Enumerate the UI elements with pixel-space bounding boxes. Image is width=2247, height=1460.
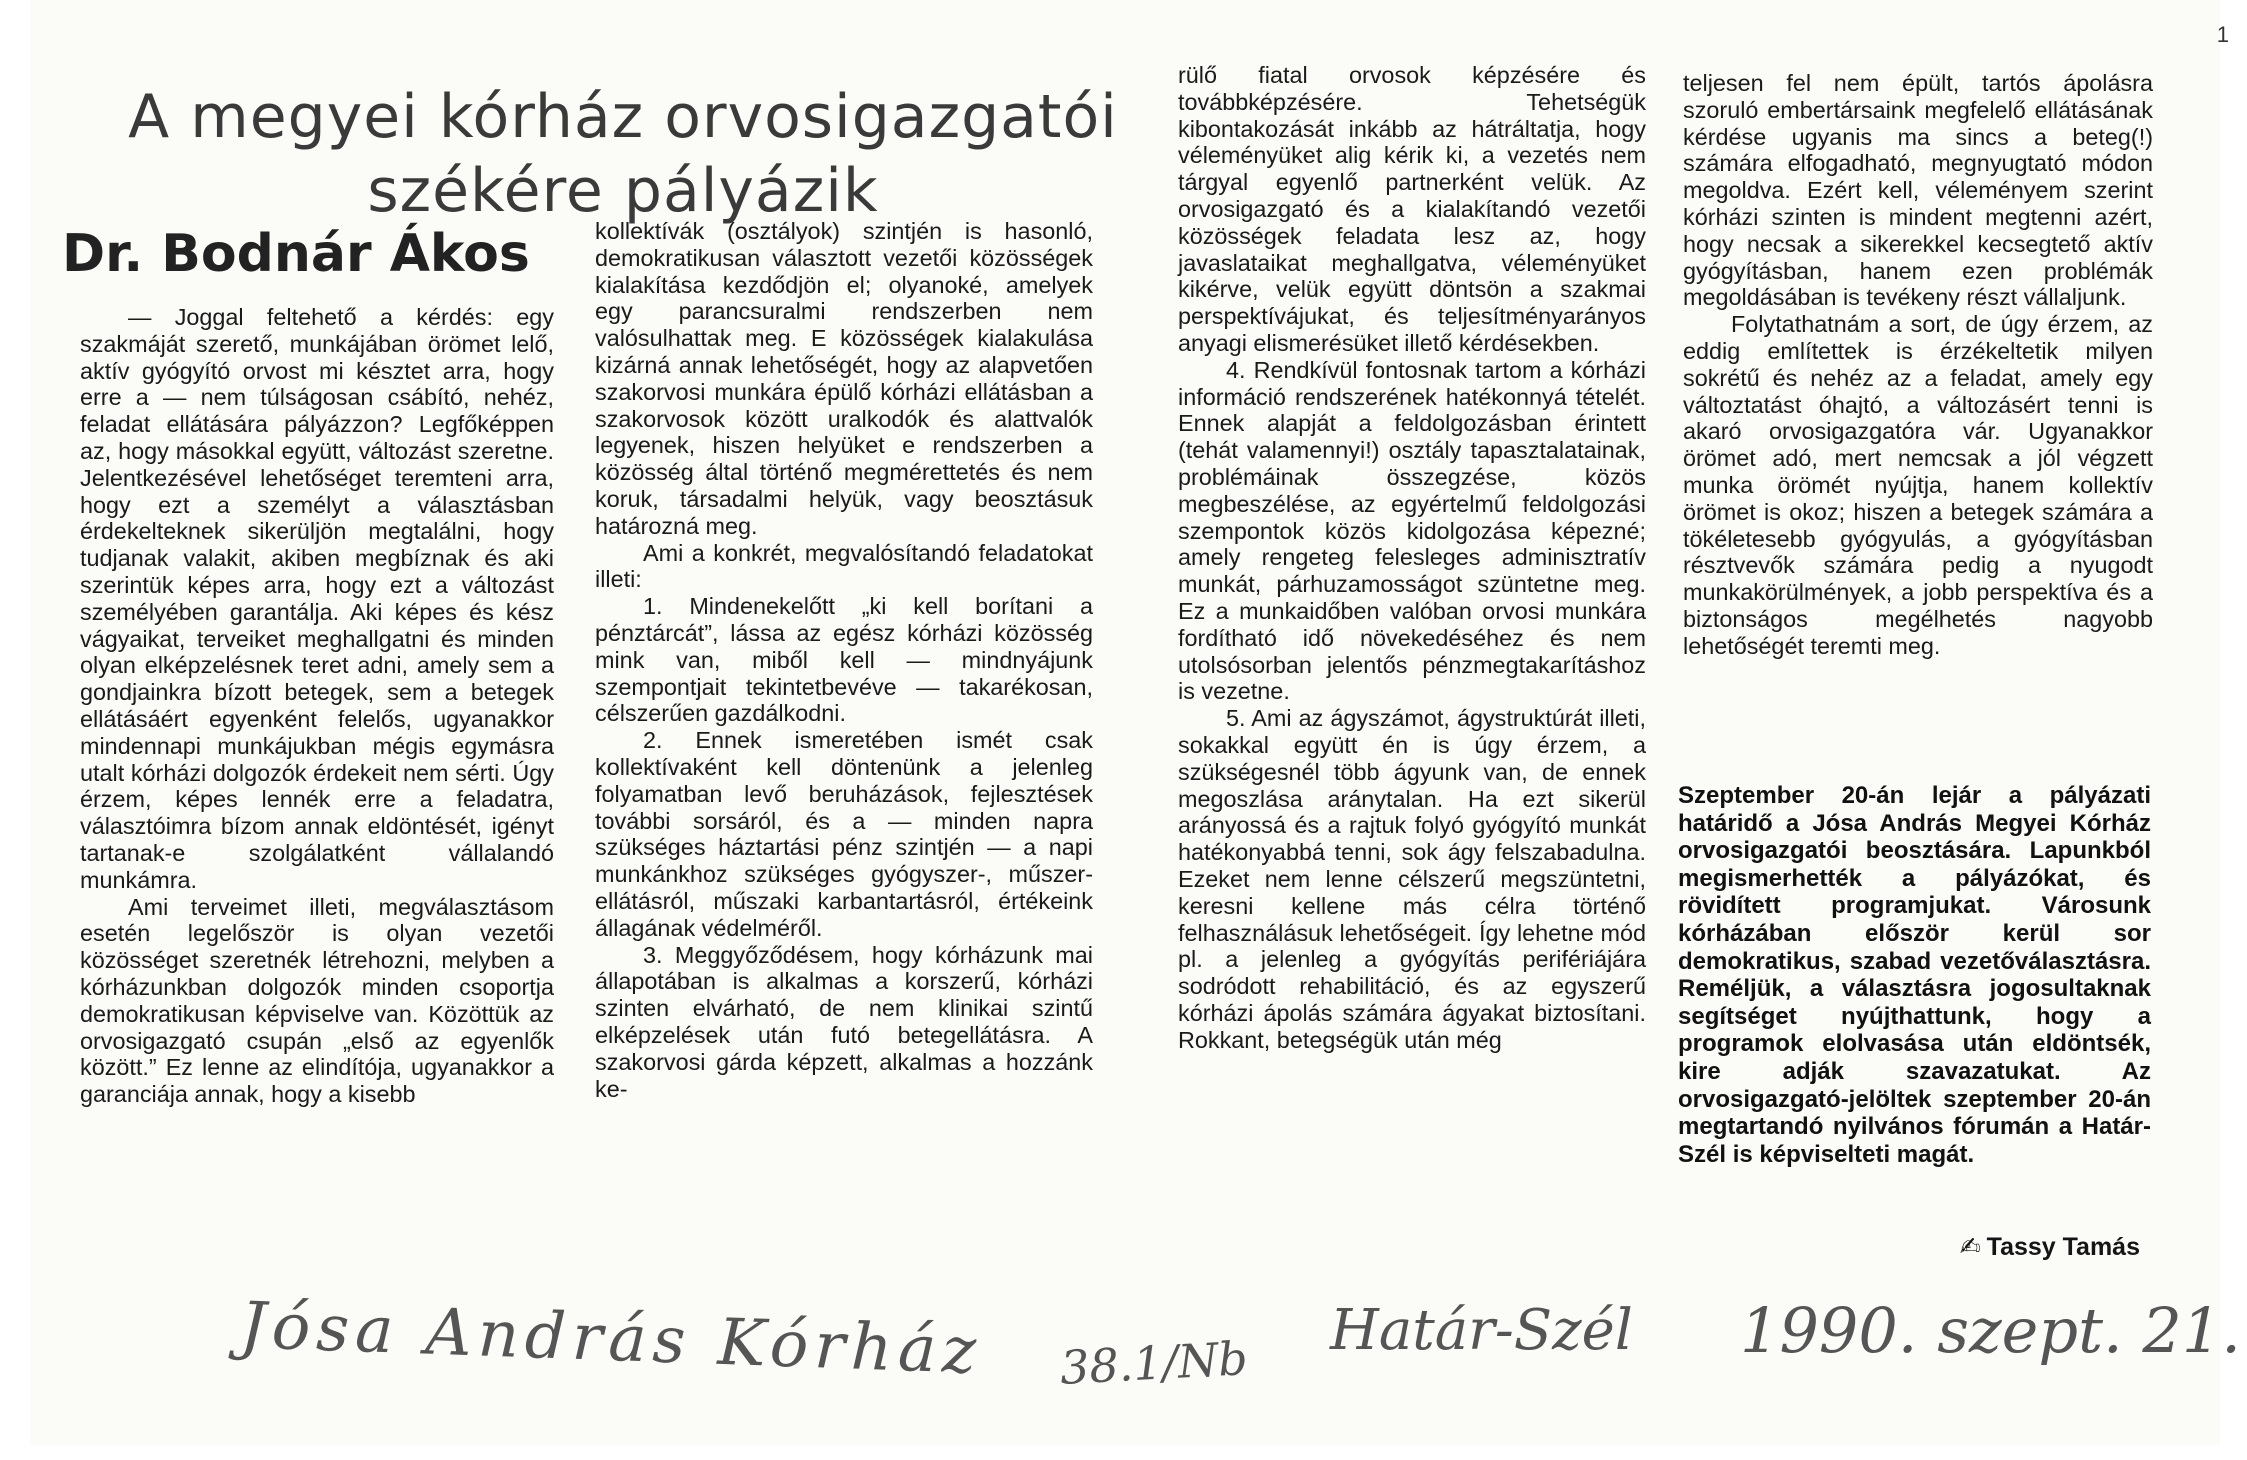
handwritten-code: 38.1/Nb	[1058, 1331, 1249, 1395]
paragraph: 4. Rendkívül fontosnak tartom a kórházi információ rendszerének hatékonnyá tételét. Ennek alapját a feldolgozásban érintett (tehát valamennyi!) osztály tapasztalatainak, problémáinak összegzése, közös megbeszélése, az egyértelmű feldolgozási szempontok közös kidolgozása képezné; amely rengeteg felesleges adminisztratív munkát, párhuzamosságot szüntetne meg. Ez a munkaidőben valóban orvosi munkára fordítható idő növekedéséhez és nem utolsósorban jelentős pénzmegtakarításhoz is vezetne.	[1178, 356, 1646, 705]
author-signature	[1880, 1232, 2140, 1262]
paragraph: kollektívák (osztályok) szintjén is hasonló, demokratikusan választott vezetői közösségek kialakítása kezdődjön el; olyanoké, amelyek egy parancsuralmi rendszerben nem valósulhattak meg. E közösségek kialakulása kizárná annak lehetőségét, hogy az alapvetően szakorvosi munkára épülő kórházi ellátásban a szakorvosok között uralkodók és alattvalók legyenek, hiszen helyüket e rendszerben a közösség által történő megmérettetés és nem koruk, társadalmi helyük, vagy beosztásuk határozná meg.	[595, 218, 1093, 539]
paragraph: 3. Meggyőződésem, hogy kórházunk mai állapotában is alkalmas a korszerű, kórházi szinten elvárható, de nem klinikai szintű elképzelések után futó betegellátásra. A szakorvosi gárda képzett, alkalmas a hozzánk ke-	[595, 941, 1093, 1102]
pen-icon: ✍	[1959, 1233, 1981, 1261]
editor-note-text: Szeptember 20-án lejár a pályázati határidő a Jósa András Megyei Kórház orvosigazgatói beosztására. Lapunkból megismerhették a pályázókat, és rövidített programjukat. Városunk kórházában először kerül sor demokratikus, szabad vezetőválasztásra. Reméljük, a választásra jogosultaknak segítséget nyújthattunk, hogy a programok elolvasása után eldöntsék, kire adják szavazatukat. Az orvosigazgató-jelöltek szeptember 20-án megtartandó nyilvános fórumán a Határ-Szél is képviselteti magát.	[1678, 782, 2151, 1168]
author-name: Tassy Tamás	[1986, 1233, 2140, 1261]
handwritten-paper: Határ-Szél	[1330, 1298, 1633, 1363]
article-byline: Dr. Bodnár Ákos	[62, 224, 530, 284]
article-title: A megyei kórház orvosigazgatói székére pályázik	[128, 82, 1118, 227]
paragraph: 1. Mindenekelőtt „ki kell borítani a pénztárcát”, lássa az egész kórházi közösség mink van, miből kell — mindnyájunk szempontjait tekintetbevéve — takarékosan, célszerűen gazdálkodni.	[595, 593, 1093, 727]
article-column-2	[595, 218, 1093, 1102]
article-column-3	[1178, 62, 1646, 1053]
paragraph: teljesen fel nem épült, tartós ápolásra szoruló embertársaink megfelelő ellátásának kérdése ugyanis ma sincs a beteg(!) számára elfogadható, megnyugtató módon megoldva. Ezért kell, véleményem szerint kórházi szinten is mindent megtenni azért, hogy necsak a sikerekkel kecsegtető aktív gyógyításban, hanem ezen problémák megoldásában is tevékeny részt vállaljunk.	[1683, 70, 2153, 311]
handwritten-hospital: Jósa András Kórház	[238, 1289, 984, 1389]
corner-mark: 1	[2216, 22, 2229, 47]
paragraph: 2. Ennek ismeretében ismét csak kollektívaként kell döntenünk a jelenleg folyamatban levő beruházások, fejlesztések további sorsáról, és a — minden napra szükséges háztartási pénz szintjén — a napi munkánkhoz szükséges gyógyszer-, műszer-ellátásról, műszaki karbantartásról, értékeink állagának védelméről.	[595, 727, 1093, 941]
paragraph: Folytathatnám a sort, de úgy érzem, az eddig említettek is érzékeltetik milyen sokrétű és nehéz az a feladat, amely egy változtatást óhajtó, a változásért tenni is akaró orvosigazgatóra vár. Ugyanakkor örömet adó, mert nemcsak a jól végzett munka örömét nyújtja, hanem kollektív örömet is okoz; hiszen a betegek számára a tökéletesebb gyógyulás, a gyógyításban résztvevők számára pedig a nyugodt munkakörülmények, a jobb perspektíva és a biztonságos megélhetés nagyobb lehetőségét teremti meg.	[1683, 311, 2153, 659]
paragraph: Ami a konkrét, megvalósítandó feladatokat illeti:	[595, 539, 1093, 593]
paragraph: — Joggal feltehető a kérdés: egy szakmáját szerető, munkájában örömet lelő, aktív gyógyító orvost mi késztet arra, hogy erre a — nem túlságosan csábító, nehéz, feladat ellátására pályázzon? Legfőképpen az, hogy másokkal együtt, változást szeretne. Jelentkezésével lehetőséget teremteni arra, hogy ezt a személyt a választásban érdekelteknek sikerüljön megtalálni, hogy tudjanak valakit, akiben megbíznak és aki szerintük képes arra, hogy ezt a változást személyében garantálja. Aki képes és kész vágyaikat, terveiket meghallgatni és minden olyan elképzelésnek teret adni, amely sem a gondjainkra bízott betegek, sem a betegek ellátásáért egyenként felelős, ugyanakkor mindennapi munkájukban mégis egymásra utalt kórházi dolgozók érdekeit nem sérti. Úgy érzem, képes lennék erre a feladatra, választóimra bízom annak eldöntését, igényt tartanak-e szolgálatként vállalandó munkámra.	[80, 304, 554, 893]
handwritten-annotation	[238, 1289, 2241, 1440]
article-column-4	[1683, 70, 2153, 660]
paragraph: Ami terveimet illeti, megválasztásom esetén legelőször is olyan vezetői közösséget szeretnék létrehozni, melyben a kórházunkban dolgozók minden csoportja demokratikusan képviselve van. Közöttük az orvosigazgató csupán „első az egyenlők között.” Ez lenne az elindítója, ugyanakkor a garanciája annak, hogy a kisebb	[80, 893, 554, 1108]
editor-note	[1678, 782, 2151, 1168]
article-column-1	[80, 304, 554, 1108]
handwritten-date: 1990. szept. 21.	[1740, 1294, 2241, 1367]
paragraph: rülő fiatal orvosok képzésére és továbbképzésére. Tehetségük kibontakozását inkább az hátráltatja, hogy véleményüket alig kérik ki, a vezetés nem tárgyal egyenlő partnerként velük. Az orvosigazgató és a kialakítandó vezetői közösségek feladata lesz az, hogy javaslataikat meghallgatva, véleményüket kikérve, velük együtt döntsön a szakmai perspektívájukat, és teljesítményarányos anyagi elismerésüket illető kérdésekben.	[1178, 62, 1646, 356]
paragraph: 5. Ami az ágyszámot, ágystruktúrát illeti, sokakkal együtt én is úgy érzem, a szükségesnél több ágyunk van, de ennek megoszlása aránytalan. Ha ezt sikerül arányossá és a rajtuk folyó gyógyító munkát hatékonyabbá tenni, sok ágy felszabadulna. Ezeket nem lenne célszerű megszüntetni, keresni kellene más célra történő felhasználásuk lehetőségeit. Így lehetne mód pl. a jelenleg a gyógyítás perifériájára sodródott rehabilitáció, és az egyszerű kórházi ápolás számára ágyakat biztosítani. Rokkant, betegségük után még	[1178, 705, 1646, 1053]
